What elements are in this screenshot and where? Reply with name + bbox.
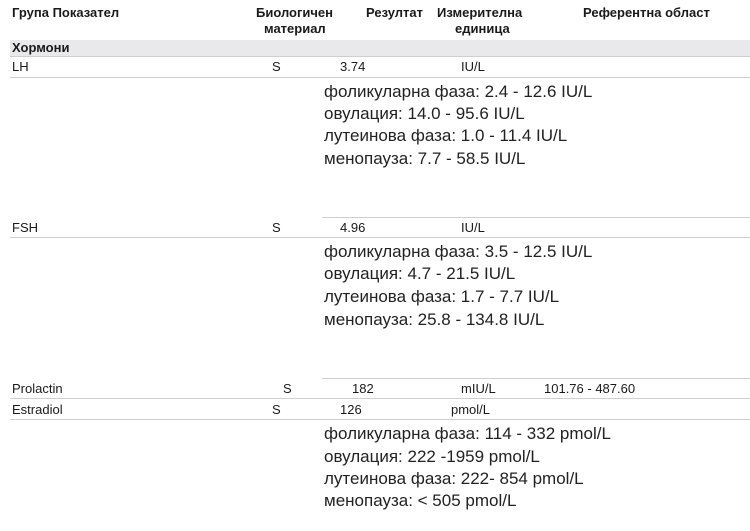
fsh-ref-line: лутеинова фаза: 1.7 - 7.7 IU/L (324, 287, 560, 306)
row-lh-unit: IU/L (461, 59, 485, 74)
row-lh-name: LH (12, 59, 29, 74)
estradiol-ref-line: менопауза: < 505 pmol/L (324, 491, 517, 510)
row-fsh-unit: IU/L (461, 220, 485, 235)
row-lh-material: S (272, 59, 281, 74)
row-fsh-name: FSH (12, 220, 38, 235)
row-prolactin-name: Prolactin (12, 381, 63, 396)
col-header-unit-line1: Измерителна (437, 5, 523, 20)
row-estradiol-name: Estradiol (12, 402, 63, 417)
row-lh-divider (10, 77, 750, 78)
fsh-ref-line: фоликуларна фаза: 3.5 - 12.5 IU/L (324, 242, 593, 261)
col-header-reference-range: Референтна област (583, 5, 710, 20)
row-fsh-top-divider (322, 217, 750, 218)
row-estradiol-unit: pmol/L (451, 402, 491, 417)
row-fsh-divider (10, 237, 750, 238)
row-lh-result: 3.74 (340, 59, 366, 74)
row-estradiol-material: S (272, 402, 281, 417)
estradiol-ref-line: фоликуларна фаза: 114 - 332 pmol/L (324, 424, 611, 443)
col-header-bio-material-line2: материал (264, 21, 326, 36)
row-estradiol-result: 126 (340, 402, 362, 417)
estradiol-ref-line: овулация: 222 -1959 pmol/L (324, 447, 540, 466)
row-estradiol-divider (10, 419, 750, 420)
lh-ref-line: овулация: 14.0 - 95.6 IU/L (324, 104, 525, 123)
section-title: Хормони (12, 40, 70, 55)
fsh-ref-line: овулация: 4.7 - 21.5 IU/L (324, 264, 516, 283)
col-header-result: Резултат (366, 5, 423, 20)
col-header-group-indicator: Група Показател (12, 5, 120, 20)
row-prolactin-result: 182 (352, 381, 374, 396)
lh-ref-line: менопауза: 7.7 - 58.5 IU/L (324, 149, 526, 168)
lh-ref-line: лутеинова фаза: 1.0 - 11.4 IU/L (324, 126, 568, 145)
lh-ref-line: фоликуларна фаза: 2.4 - 12.6 IU/L (324, 82, 593, 101)
fsh-ref-line: менопауза: 25.8 - 134.8 IU/L (324, 310, 545, 329)
row-prolactin-top-divider (322, 378, 750, 379)
section-divider (10, 56, 750, 57)
row-prolactin-divider (10, 398, 750, 399)
row-prolactin-unit: mIU/L (461, 381, 496, 396)
row-prolactin-material: S (283, 381, 292, 396)
col-header-bio-material-line1: Биологичен (256, 5, 334, 20)
row-fsh-result: 4.96 (340, 220, 366, 235)
estradiol-ref-line: лутеинова фаза: 222- 854 pmol/L (324, 469, 584, 488)
section-band (10, 40, 750, 56)
col-header-unit-line2: единица (455, 21, 510, 36)
row-fsh-material: S (272, 220, 281, 235)
row-prolactin-range: 101.76 - 487.60 (544, 381, 636, 396)
